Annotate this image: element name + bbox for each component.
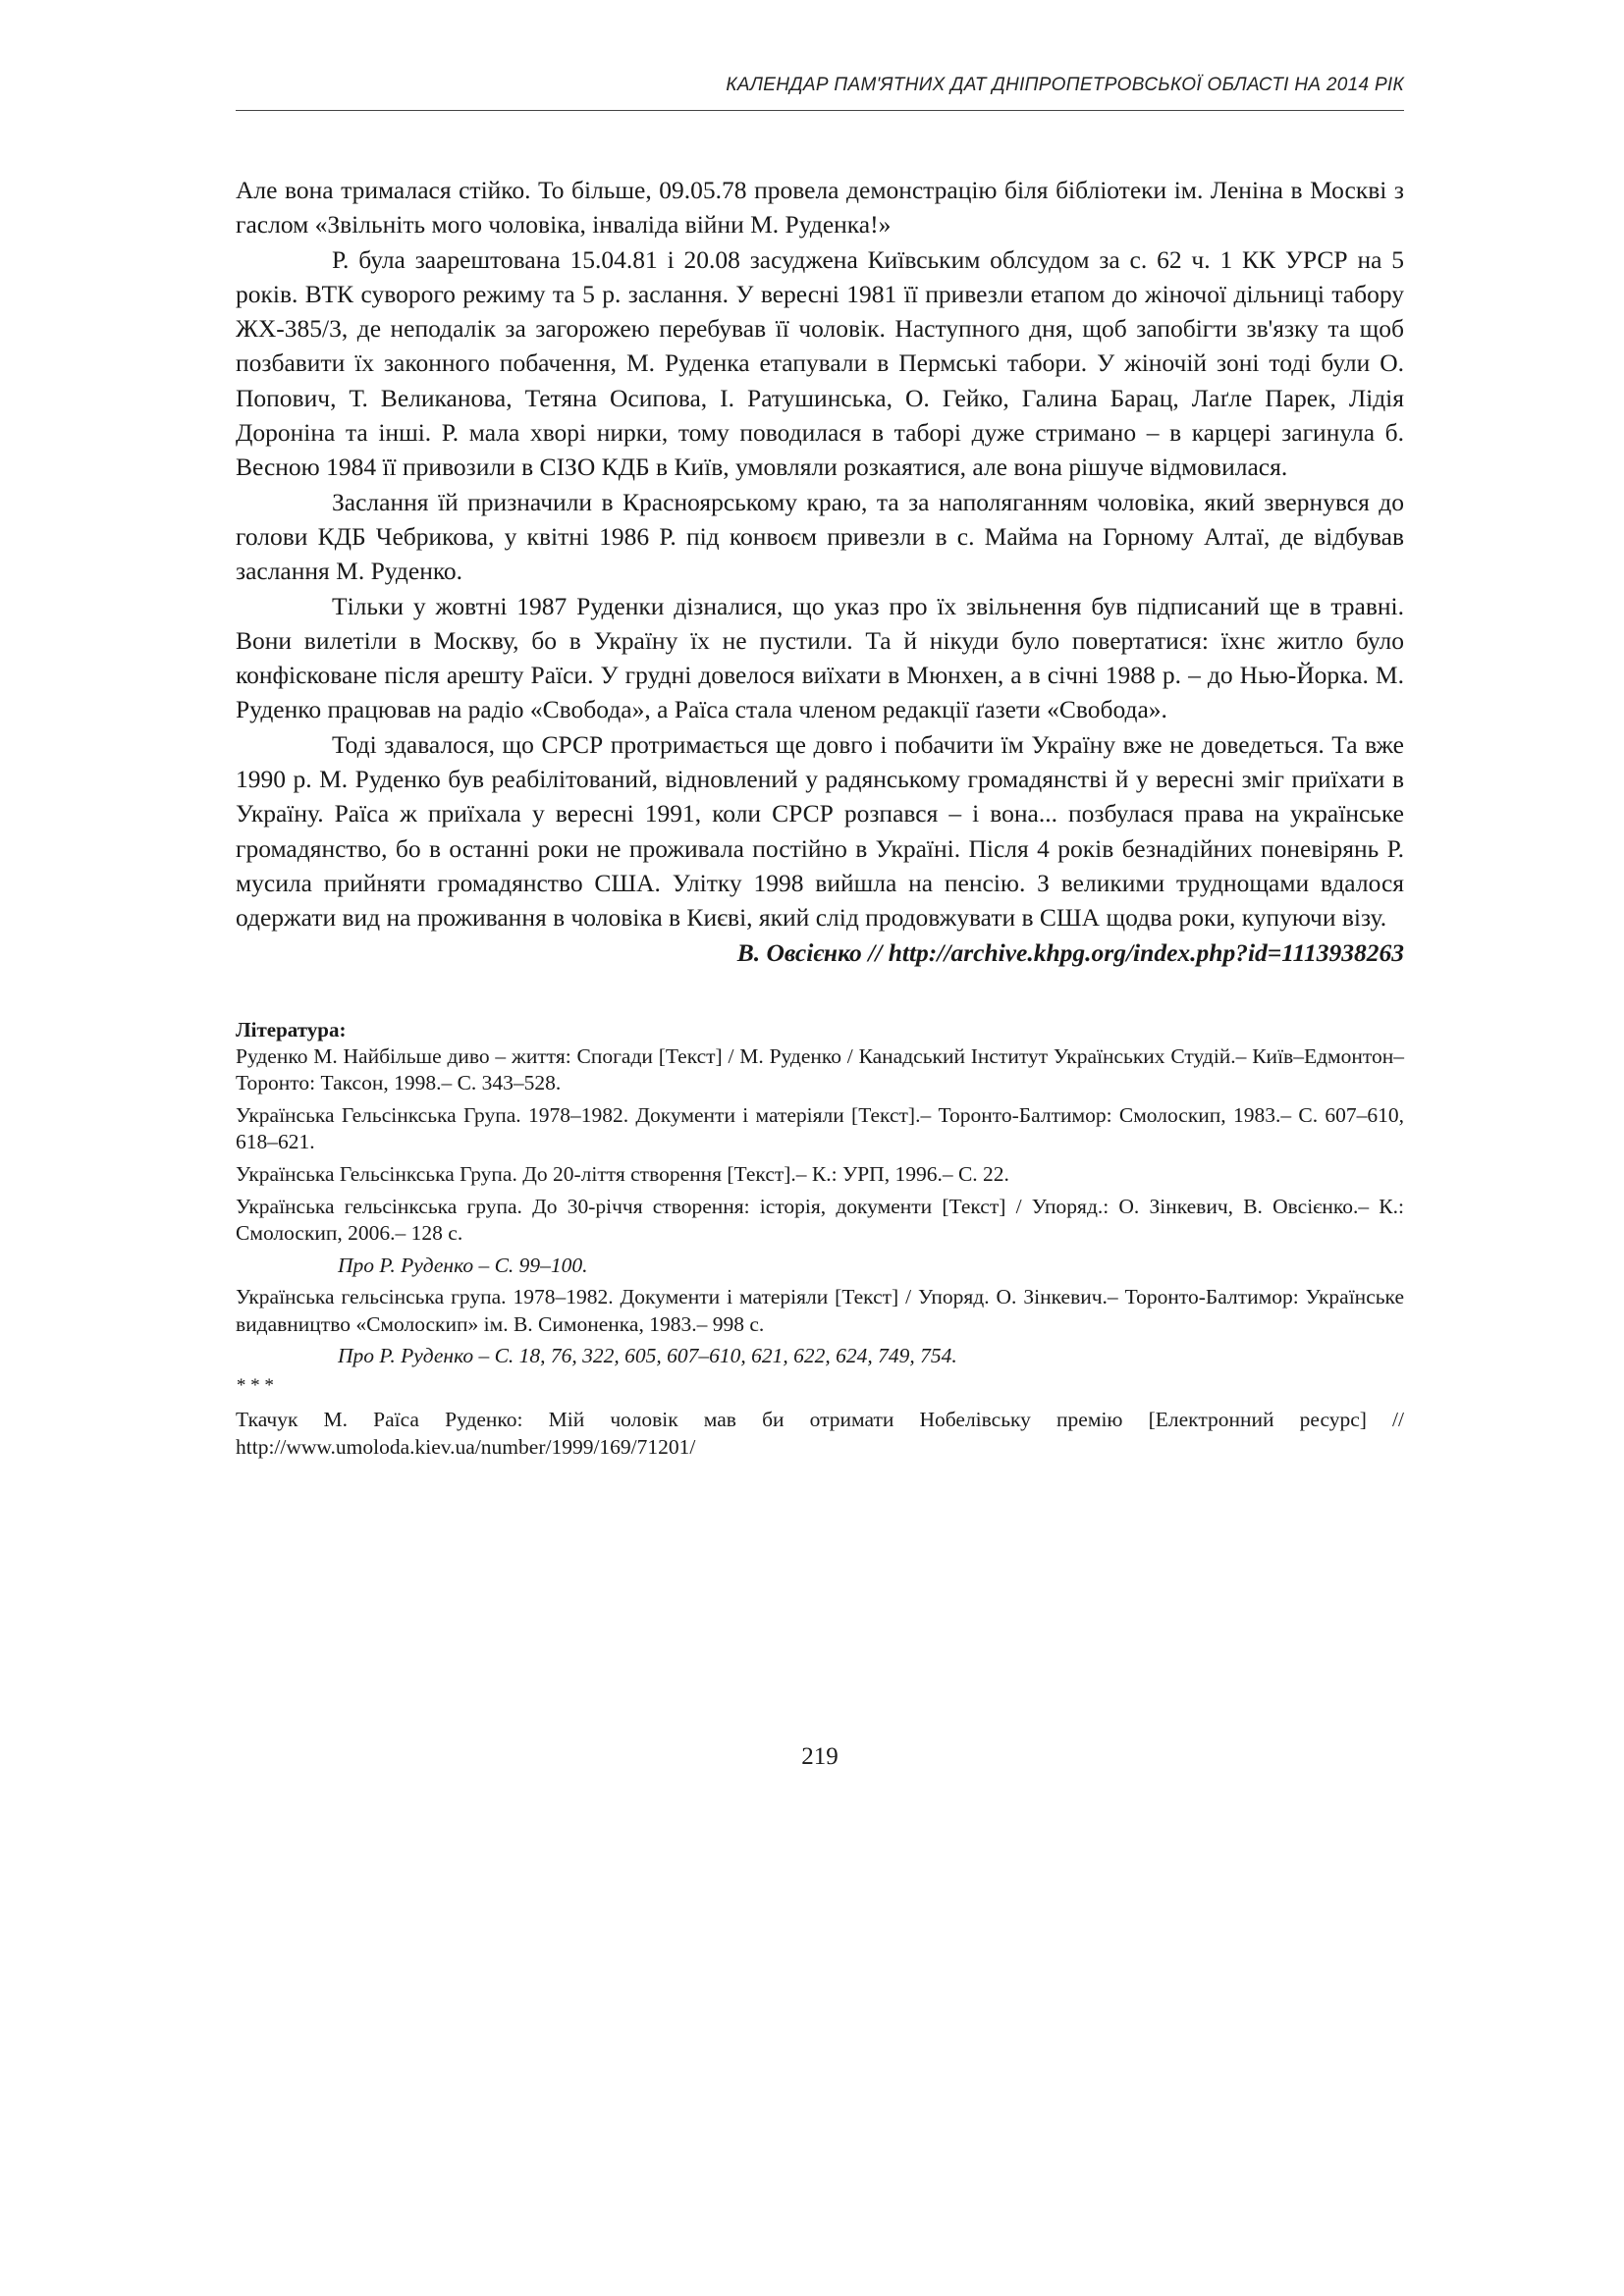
literature-note: Про Р. Руденко – С. 99–100. — [338, 1253, 588, 1277]
running-header: КАЛЕНДАР ПАМ'ЯТНИХ ДАТ ДНІПРОПЕТРОВСЬКОЇ ОБЛАСТІ НА 2014 РІК — [726, 75, 1404, 95]
literature-entry: Українська гельсінкська група. До 30-річчя створення: історія, документи [Текст] / Упоряд.: О. Зінкевич, В. Овсієнко.– К.: Смолоскип, 2006.– 128 с. — [236, 1194, 1404, 1246]
header-rule — [236, 110, 1404, 111]
body-paragraph-1: Але вона трималася стійко. То більше, 09.05.78 провела демонстрацію біля бібліотеки ім. Леніна в Москві з гаслом «Звільніть мого чоловіка, інваліда війни М. Руденка!» — [236, 176, 1404, 240]
body-paragraph-3: Заслання їй призначили в Красноярському краю, та за наполяганням чоловіка, який звернувся до голови КДБ Чебрикова, у квітні 1986 Р. під конвоєм привезли в с. Майма на Горному Алтаї, де відбував заслання М. Руденко. — [236, 487, 1404, 586]
literature-separator: * * * — [236, 1375, 273, 1397]
literature-entry: Ткачук М. Раїса Руденко: Мій чоловік мав би отримати Нобелівську премію [Електронний ресурс] // http://www.umoloda.kiev.ua/number/1999/169/71201/ — [236, 1408, 1404, 1459]
literature-entry: Українська Гельсінкська Група. 1978–1982. Документи і матеріяли [Текст].– Торонто-Балтимор: Смолоскип, 1983.– С. 607–610, 618–621. — [236, 1102, 1404, 1154]
literature-section — [236, 1017, 1404, 1462]
page-content — [236, 173, 1404, 1466]
body-paragraph-5: Тоді здавалося, що СРСР протримається ще довго і побачити їм Україну вже не доведеться. Та вже 1990 р. М. Руденко був реабілітований, відновлений у радянському громадянстві й у вересні зміг приїхати в Україну. Раїса ж приїхала у вересні 1991, коли СРСР розпався – і вона... позбулася права на українське громадянство, бо в останні роки не проживала постійно в Україні. Після 4 років безнадійних поневірянь Р. мусила прийняти громадянство США. Улітку 1998 вийшла на пенсію. З великими труднощами вдалося одержати вид на проживання в чоловіка в Києві, який слід продовжувати в США щодва роки, купуючи візу. — [236, 729, 1404, 933]
page-number: 219 — [801, 1743, 839, 1770]
literature-note: Про Р. Руденко – С. 18, 76, 322, 605, 607–610, 621, 622, 624, 749, 754. — [338, 1344, 957, 1368]
literature-entry: Українська гельсінська група. 1978–1982. Документи і матеріяли [Текст] / Упоряд. О. Зінкевич.– Торонто-Балтимор: Українське видавництво «Смолоскип» ім. В. Симоненка, 1983.– 998 с. — [236, 1285, 1404, 1336]
author-signature: В. Овсієнко // http://archive.khpg.org/index.php?id=1113938263 — [736, 937, 1404, 967]
body-paragraph-4: Тільки у жовтні 1987 Руденки дізналися, що указ про їх звільнення був підписаний ще в травні. Вони вилетіли в Москву, бо в Україну їх не пустили. Та й нікуди було повертатися: їхнє житло було конфісковане після арешту Раїси. У грудні довелося виїхати в Мюнхен, а в січні 1988 р. – до Нью-Йорка. М. Руденко працював на радіо «Свобода», а Раїса стала членом редакції ґазети «Свобода». — [236, 591, 1404, 724]
literature-heading: Література: — [236, 1017, 347, 1041]
literature-entry: Українська Гельсінкська Група. До 20-ліття створення [Текст].– К.: УРП, 1996.– С. 22. — [236, 1161, 1009, 1186]
body-paragraph-2: Р. була заарештована 15.04.81 і 20.08 засуджена Київським облсудом за с. 62 ч. 1 КК УРСР на 5 років. ВТК суворого режиму та 5 р. заслання. У вересні 1981 її привезли етапом до жіночої дільниці табору ЖХ-385/3, де неподалік за загорожею перебував її чоловік. Наступного дня, щоб запобігти зв'язку та щоб позбавити їх законного побачення, М. Руденка етапували в Пермські табори. У жіночій зоні тоді були О. Попович, Т. Великанова, Тетяна Осипова, І. Ратушинська, О. Гейко, Галина Барац, Лаґле Парек, Лідія Дороніна та інші. Р. мала хворі нирки, тому поводилася в таборі дуже стримано – в карцері загинула б. Весною 1984 її привозили в СІЗО КДБ в Київ, умовляли розкаятися, але вона рішуче відмовилася. — [236, 244, 1404, 482]
literature-entry: Руденко М. Найбільше диво – життя: Спогади [Текст] / М. Руденко / Канадський Інститут Українських Студій.– Київ–Едмонтон–Торонто: Таксон, 1998.– С. 343–528. — [236, 1043, 1404, 1095]
